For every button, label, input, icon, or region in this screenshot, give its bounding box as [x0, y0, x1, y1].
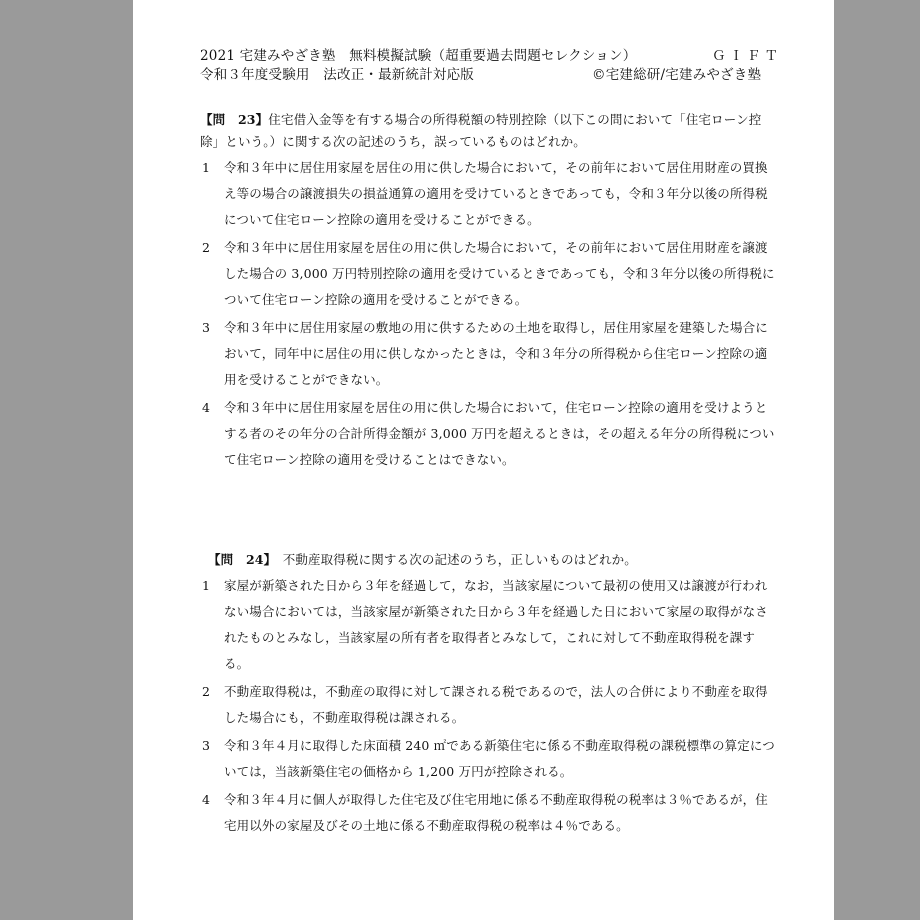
- option-text: 家屋が新築された日から３年を経過して，なお，当該家屋について最初の使用又は譲渡が行われない場合においては，当該家屋が新築された日から３年を経過した日において家屋の取得がなされたものとみなし，当該家屋の所有者を取得者とみなして，これに対して不動産取得税を課する。: [224, 578, 768, 671]
- option: [200, 787, 775, 839]
- option-text: 令和３年中に居住用家屋を居住の用に供した場合において，その前年において居住用財産を譲渡した場合の 3,000 万円特別控除の適用を受けているときであっても，令和３年分以後の所得税について住宅ローン控除の適用を受けることができる。: [224, 240, 775, 307]
- option-text: 令和３年中に居住用家屋の敷地の用に供するための土地を取得し，居住用家屋を建築した場合において，同年中に居住の用に供しなかったときは，令和３年分の所得税から住宅ローン控除の適用を受けることができない。: [224, 320, 768, 387]
- option-text: 令和３年４月に取得した床面積 240 ㎡である新築住宅に係る不動産取得税の課税標準の算定については，当該新築住宅の価格から 1,200 万円が控除される。: [224, 738, 775, 779]
- question-number: 【問 23】: [200, 112, 269, 127]
- option: [200, 679, 775, 731]
- option-number: 3: [202, 320, 211, 335]
- option-number: 4: [202, 792, 211, 807]
- header-copyright: ©宅建総研/宅建みやざき塾: [592, 67, 762, 83]
- question-stem: [200, 109, 775, 153]
- option-number: 3: [202, 738, 211, 753]
- option: [200, 235, 775, 313]
- option: [200, 155, 775, 233]
- question-number: 【問 24】: [208, 552, 271, 567]
- option: [200, 733, 775, 785]
- option: [200, 395, 775, 473]
- question-stem: [200, 549, 775, 571]
- question-24: [200, 549, 775, 839]
- option-number: 1: [202, 578, 211, 593]
- option-text: 令和３年４月に個人が取得した住宅及び住宅用地に係る不動産取得税の税率は３％であるが，住宅用以外の家屋及びその土地に係る不動産取得税の税率は４％である。: [224, 792, 768, 833]
- option-number: 2: [202, 240, 211, 255]
- option-number: 2: [202, 684, 211, 699]
- option: [200, 573, 775, 677]
- question-23: [200, 109, 775, 473]
- option-number: 4: [202, 400, 211, 415]
- header-brand: ＧＩＦＴ: [712, 48, 782, 64]
- option-text: 令和３年中に居住用家屋を居住の用に供した場合において，その前年において居住用財産の買換え等の場合の譲渡損失の損益通算の適用を受けているときであっても，令和３年分以後の所得税について住宅ローン控除の適用を受けることができる。: [224, 160, 768, 227]
- option-text: 不動産取得税は，不動産の取得に対して課される税であるので，法人の合併により不動産を取得した場合にも，不動産取得税は課される。: [224, 684, 768, 725]
- header-title: 2021 宅建みやざき塾 無料模擬試験（超重要過去問題セレクション）: [200, 48, 637, 64]
- option: [200, 315, 775, 393]
- question-text: 住宅借入金等を有する場合の所得税額の特別控除（以下この問において「住宅ローン控除」という。）に関する次の記述のうち，誤っているものはどれか。: [200, 112, 762, 149]
- option-text: 令和３年中に居住用家屋を居住の用に供した場合において，住宅ローン控除の適用を受けようとする者のその年分の合計所得金額が 3,000 万円を超えるときは，その超える年分の所得税について住宅ローン控除の適用を受けることはできない。: [224, 400, 775, 467]
- question-text: 不動産取得税に関する次の記述のうち，正しいものはどれか。: [270, 552, 637, 567]
- header-subtitle: 令和３年度受験用 法改正・最新統計対応版: [200, 67, 474, 83]
- option-number: 1: [202, 160, 211, 175]
